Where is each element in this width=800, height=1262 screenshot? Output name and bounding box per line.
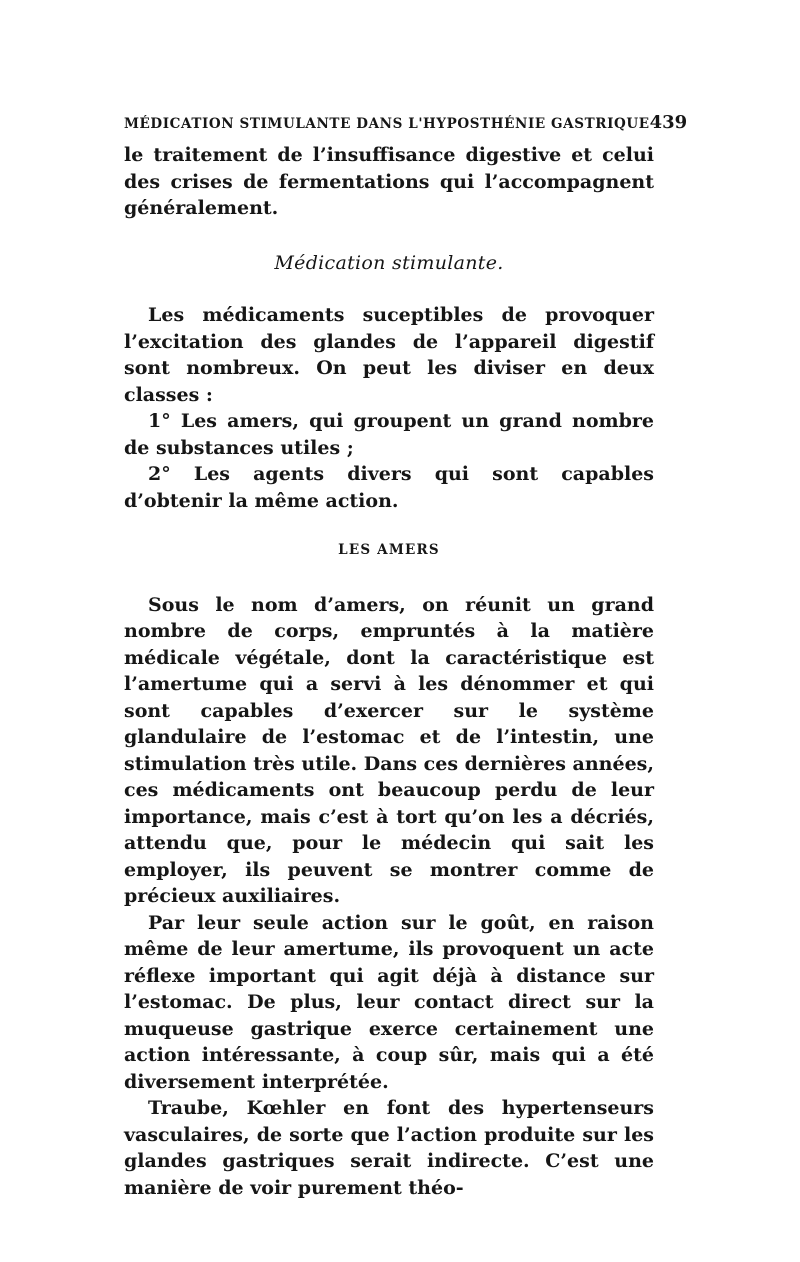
paragraph-continuation: le traitement de l’insuffisance digestive et celui des crises de fermentations qui l’accompagnent généralement. <box>124 144 654 219</box>
page-number: 439 <box>649 112 688 133</box>
list-item-agents: 2° Les agents divers qui sont capables d’obtenir la même action. <box>124 463 654 512</box>
running-header <box>124 112 688 142</box>
paragraph-traube: Traube, Kœhler en font des hypertenseurs vasculaires, de sorte que l’action produite sur les glandes gastriques serait indirecte. C’est une manière de voir purement théo- <box>124 1097 654 1199</box>
list-item-amers: 1° Les amers, qui groupent un grand nombre de substances utiles ; <box>124 410 654 459</box>
section-heading: LES AMERS <box>338 542 440 558</box>
paragraph-gout: Par leur seule action sur le goût, en raison même de leur amertume, ils provoquent un acte réflexe important qui agit déjà à distance sur l’estomac. De plus, leur contact direct sur la muqueuse gastrique exerce certainement une action intéressante, à coup sûr, mais qui a été diversement interprétée. <box>124 911 654 1093</box>
section-subtitle: Médication stimulante. <box>274 251 504 274</box>
running-header-title: MÉDICATION STIMULANTE DANS L'HYPOSTHÉNIE GASTRIQUE <box>124 116 650 132</box>
paragraph-amers: Sous le nom d’amers, on réunit un grand nombre de corps, empruntés à la matière médicale végétale, dont la caractéristique est l’amertume qui a servi à les dénommer et qui sont capables d’exercer sur le système glandulaire de l’estomac et de l’intestin, une stimulation très utile. Dans ces dernières années, ces médicaments ont beaucoup perdu de leur importance, mais c’est à tort qu’on les a décriés, attendu que, pour le médecin qui sait les employer, ils peuvent se montrer comme de précieux auxiliaires. <box>124 593 654 907</box>
book-page <box>124 112 688 1201</box>
paragraph-intro: Les médicaments suceptibles de provoquer l’excitation des glandes de l’appareil digestif sont nombreux. On peut les diviser en deux classes : <box>124 304 654 406</box>
